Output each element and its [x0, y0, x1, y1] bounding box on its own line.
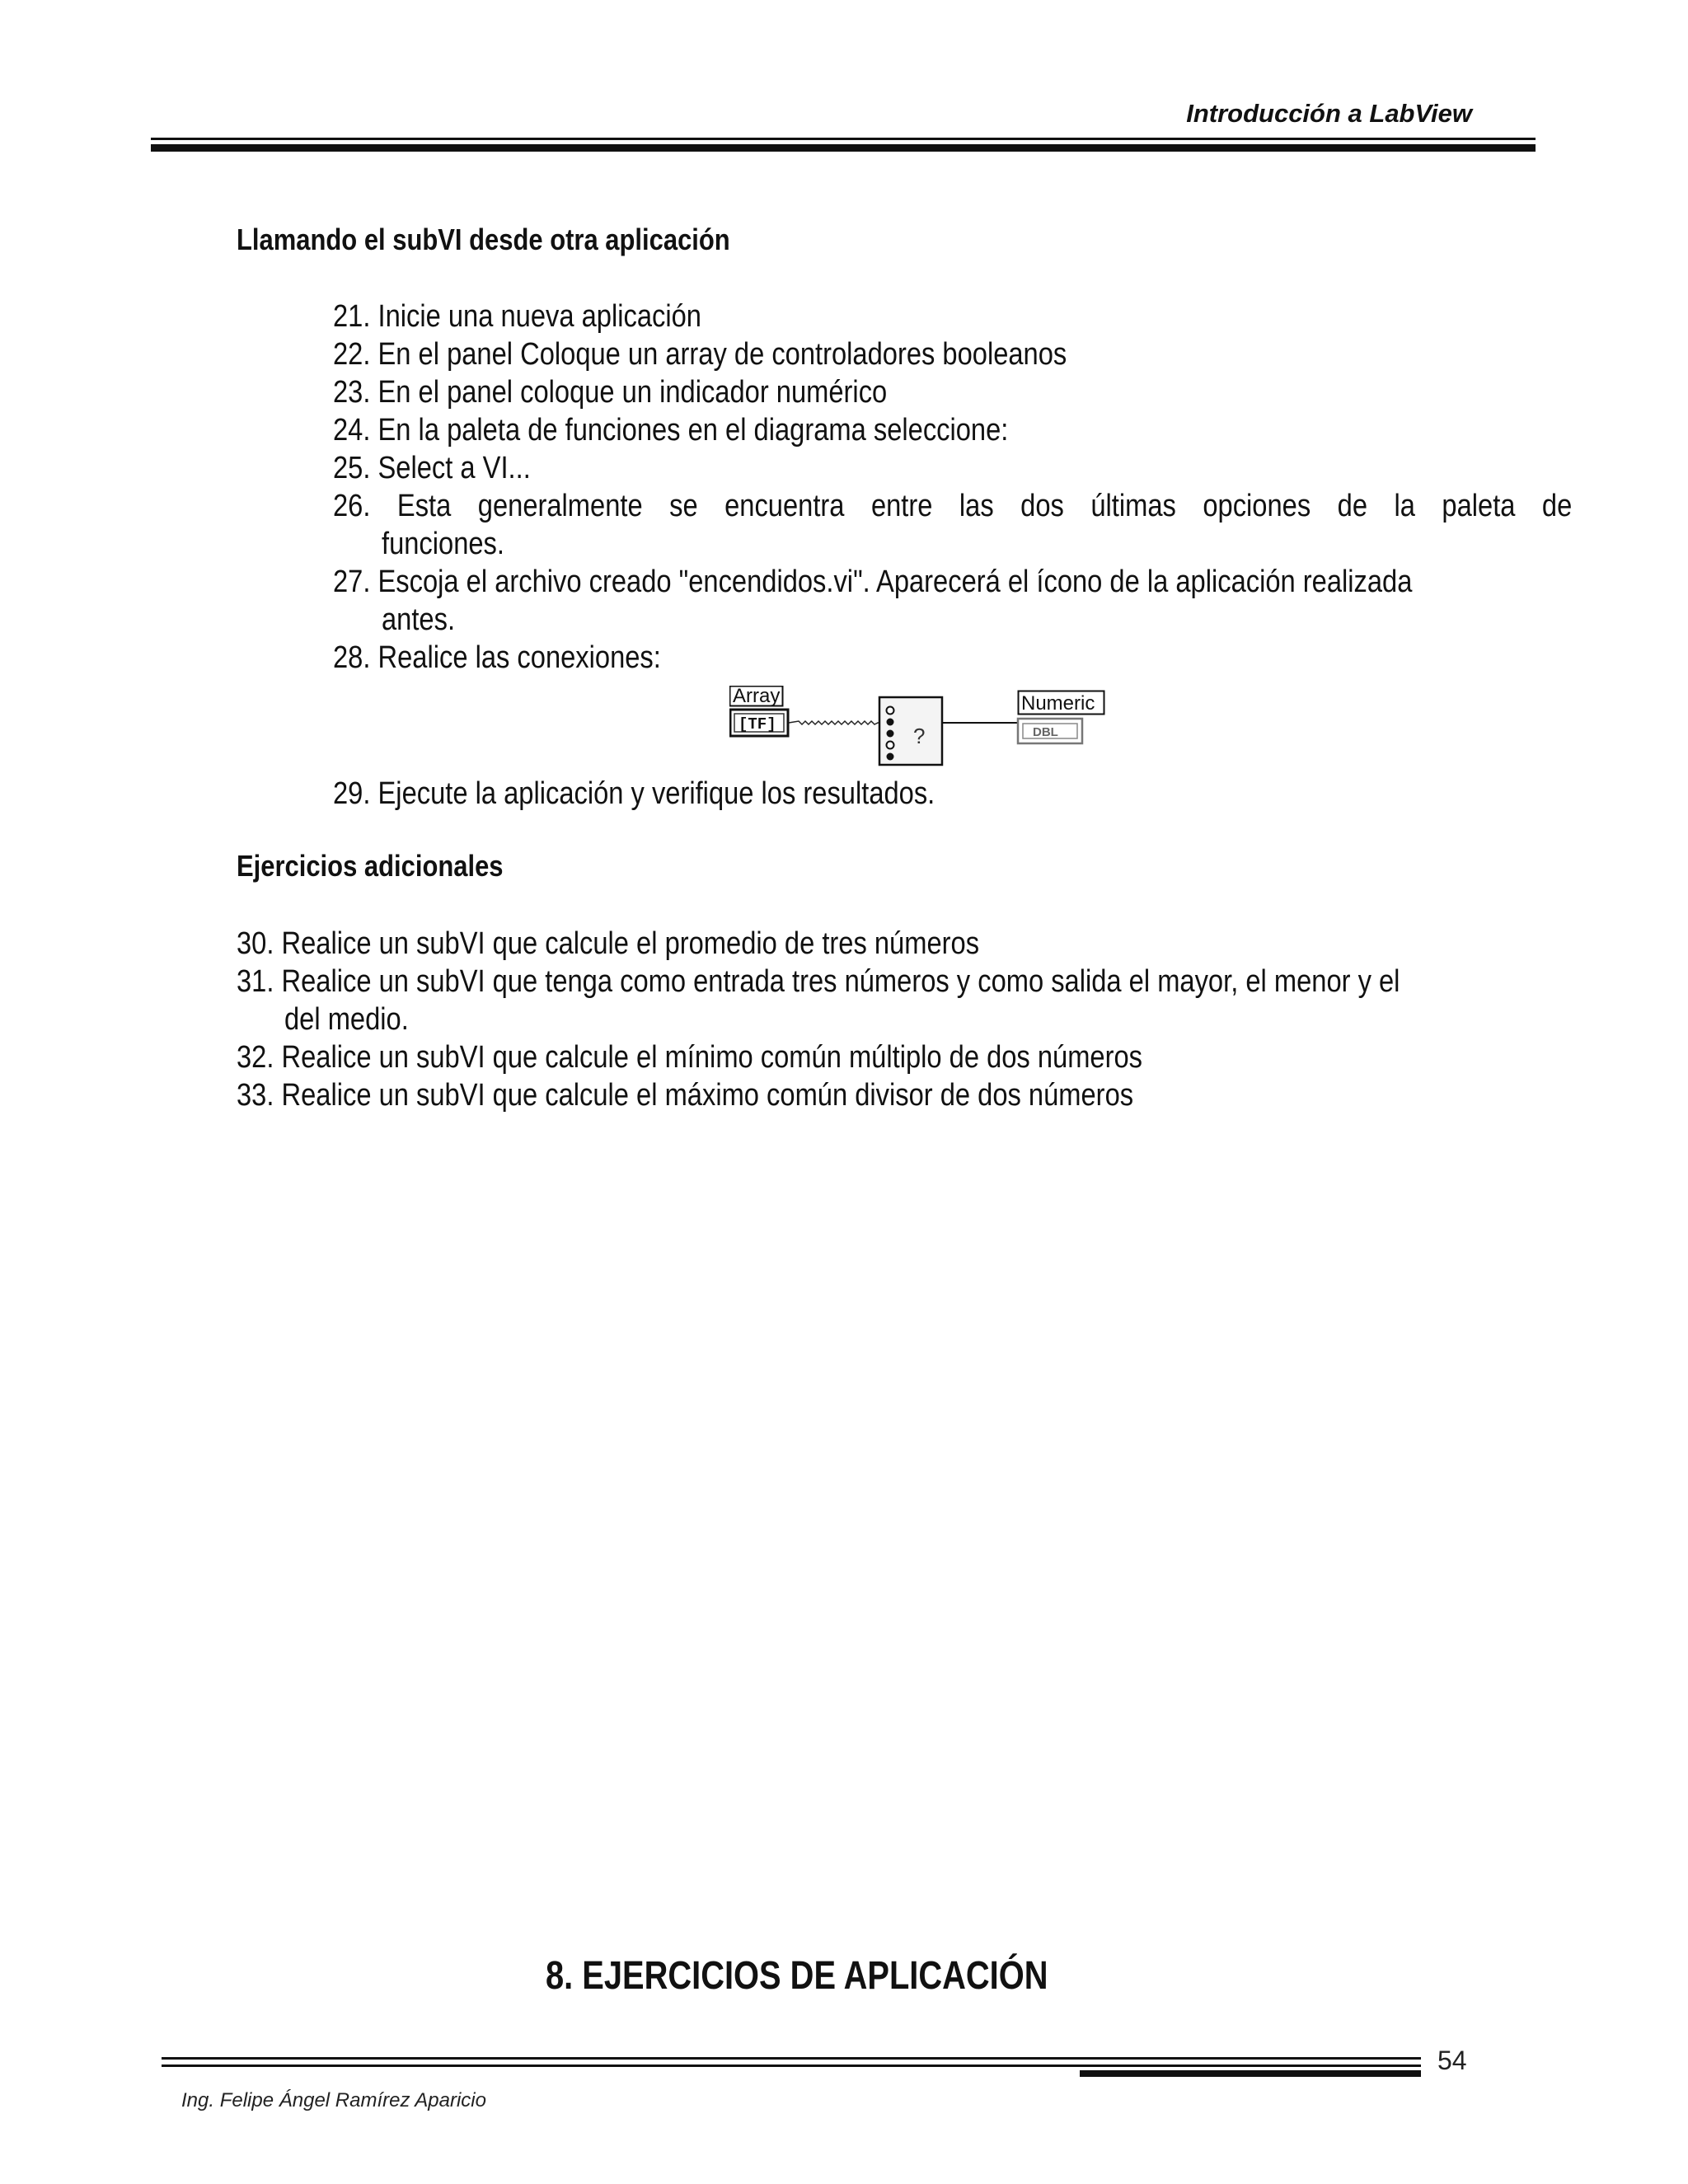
list-item: 32. Realice un subVI que calcule el mínimo común múltiplo de dos números: [237, 1040, 1142, 1075]
array-control-terminal: [730, 686, 789, 736]
list-item: 23. En el panel coloque un indicador numérico: [333, 375, 888, 410]
header-rule-thin: [151, 138, 1536, 140]
numeric-indicator-terminal: [1018, 691, 1104, 744]
footer-author: Ing. Felipe Ángel Ramírez Aparicio: [181, 2089, 486, 2111]
section-heading-subvi: Llamando el subVI desde otra aplicación: [237, 223, 730, 256]
list-item-continuation: funciones.: [382, 527, 504, 561]
boolean-array-wire: [789, 721, 891, 724]
subvi-symbol: ?: [913, 724, 926, 748]
list-item: 22. En el panel Coloque un array de controladores booleanos: [333, 337, 1067, 372]
subvi-icon: [879, 697, 942, 765]
list-item: 29. Ejecute la aplicación y verifique los resultados.: [333, 776, 935, 811]
chapter-title: 8. EJERCICIOS DE APLICACIÓN: [546, 1954, 1048, 1998]
footer-rule-thin: [162, 2057, 1421, 2060]
array-terminal-label: [TF]: [738, 715, 776, 733]
list-item: 27. Escoja el archivo creado "encendidos.vi". Aparecerá el ícono de la aplicación realizada: [333, 565, 1413, 599]
list-item: 24. En la paleta de funciones en el diagrama seleccione:: [333, 413, 1009, 448]
list-item: 33. Realice un subVI que calcule el máximo común divisor de dos números: [237, 1078, 1134, 1113]
block-diagram: [729, 686, 1117, 768]
list-item: 31. Realice un subVI que tenga como entrada tres números y como salida el mayor, el menor y el: [237, 964, 1400, 999]
list-item: 25. Select a VI...: [333, 451, 531, 485]
array-label: Array: [733, 686, 781, 707]
numeric-terminal-label: DBL: [1033, 725, 1058, 739]
section-heading-exercises: Ejercicios adicionales: [237, 849, 504, 883]
list-item: 26. Esta generalmente se encuentra entre las dos últimas opciones de la paleta de: [333, 489, 1573, 523]
list-item: 21. Inicie una nueva aplicación: [333, 299, 701, 334]
numeric-label: Numeric: [1021, 692, 1095, 715]
running-header: Introducción a LabView: [1186, 99, 1472, 128]
page-number: 54: [1437, 2046, 1467, 2075]
list-item-continuation: antes.: [382, 602, 456, 637]
footer-rule-thick: [1080, 2070, 1421, 2077]
list-item: 30. Realice un subVI que calcule el promedio de tres números: [237, 926, 980, 961]
footer-rule-thin-second: [162, 2064, 1421, 2067]
header-rule-thick: [151, 144, 1536, 152]
list-item: 28. Realice las conexiones:: [333, 640, 661, 675]
list-item-continuation: del medio.: [284, 1002, 409, 1037]
